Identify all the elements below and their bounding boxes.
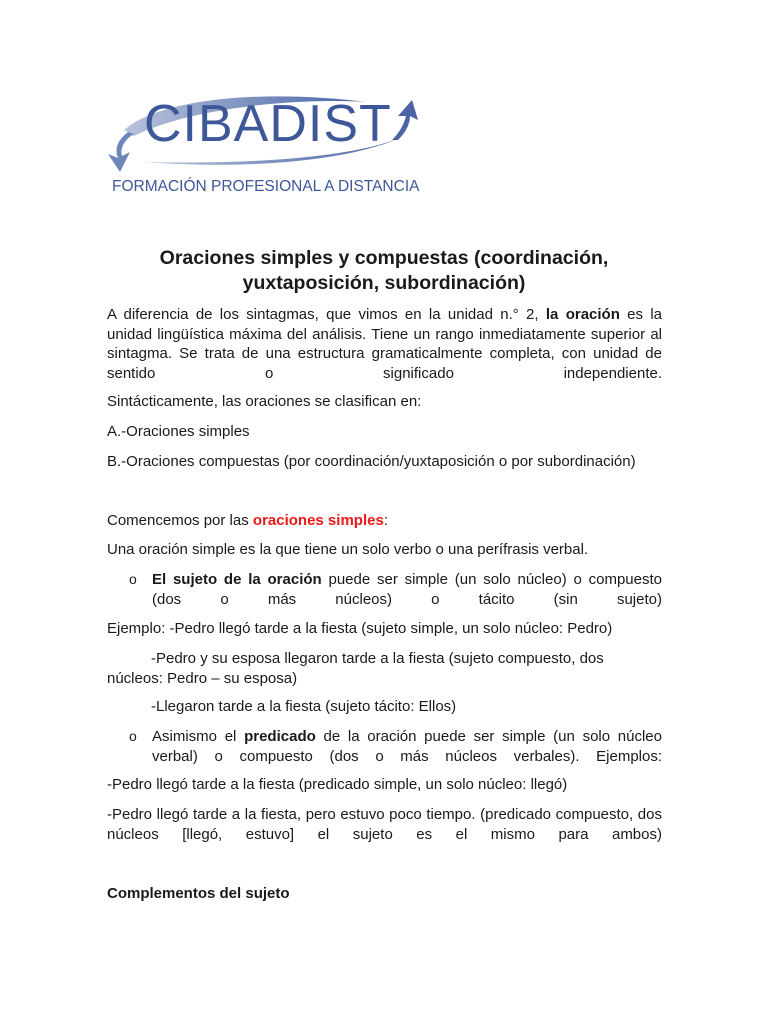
intro-text-end: es la unidad lingüística máxima del análisis. Tiene un rango inmediatamente superior al sintagma. Se trata de una estructura gramaticalmente completa, con unidad de sentido o significado independiente. — [107, 306, 662, 382]
example-compound-predicate: -Pedro llegó tarde a la fiesta, pero estuvo poco tiempo. (predicado compuesto, dos núcleos [llegó, estuvo] el sujeto es el mismo para ambos) — [107, 806, 662, 843]
example-simple-subject: Ejemplo: -Pedro llegó tarde a la fiesta (sujeto simple, un solo núcleo: Pedro) — [107, 620, 613, 637]
list-item-a: A.-Oraciones simples — [107, 423, 250, 440]
bullet-subject-bold: El sujeto de la oración — [152, 571, 322, 588]
classification-intro: Sintácticamente, las oraciones se clasifican en: — [107, 393, 422, 410]
bullet-subject-text: puede ser simple (un solo núcleo) o compuesto (dos o más núcleos) o tácito (sin sujeto) — [152, 571, 662, 608]
bullet-predicate-bold: predicado — [244, 728, 316, 745]
intro-paragraph — [107, 305, 662, 403]
section-heading: Complementos del sujeto — [107, 885, 290, 902]
example-simple-predicate: -Pedro llegó tarde a la fiesta (predicado simple, un solo núcleo: llegó) — [107, 776, 568, 793]
title-line-2: yuxtaposición, subordinación) — [242, 272, 526, 294]
bullet-marker-1: o — [129, 571, 137, 587]
list-item-b: B.-Oraciones compuestas (por coordinación/yuxtaposición o por subordinación) — [107, 453, 636, 470]
bullet-marker-2: o — [129, 728, 137, 744]
logo-tagline: FORMACIÓN PROFESIONAL A DISTANCIA — [112, 178, 420, 195]
intro-text-start: A diferencia de los sintagmas, que vimos en la unidad n.° 2, — [107, 306, 546, 323]
logo-wordmark: CIBADIST — [144, 95, 392, 153]
simple-sentence-definition: Una oración simple es la que tiene un solo verbo o una perífrasis verbal. — [107, 541, 589, 558]
page-title — [104, 246, 664, 296]
bullet-predicate-start: Asimismo el — [152, 728, 245, 745]
simple-sentences-intro — [107, 511, 662, 531]
intro-bold-term: la oración — [545, 306, 620, 323]
example-compound-subject: -Pedro y su esposa llegaron tarde a la fiesta (sujeto compuesto, dos núcleos: Pedro – su esposa) — [107, 650, 604, 687]
example-tacit-subject: -Llegaron tarde a la fiesta (sujeto tácito: Ellos) — [151, 698, 457, 715]
bullet-predicate-text: de la oración puede ser simple (un solo núcleo verbal) o compuesto (dos o más núcleos verbales). Ejemplos: — [152, 728, 662, 765]
begin-colon: : — [383, 512, 388, 529]
highlight-simple-sentences: oraciones simples — [252, 512, 384, 529]
begin-text: Comencemos por las — [107, 512, 253, 529]
cibadist-logo — [104, 92, 424, 204]
title-line-1: Oraciones simples y compuestas (coordinación, — [159, 247, 609, 269]
